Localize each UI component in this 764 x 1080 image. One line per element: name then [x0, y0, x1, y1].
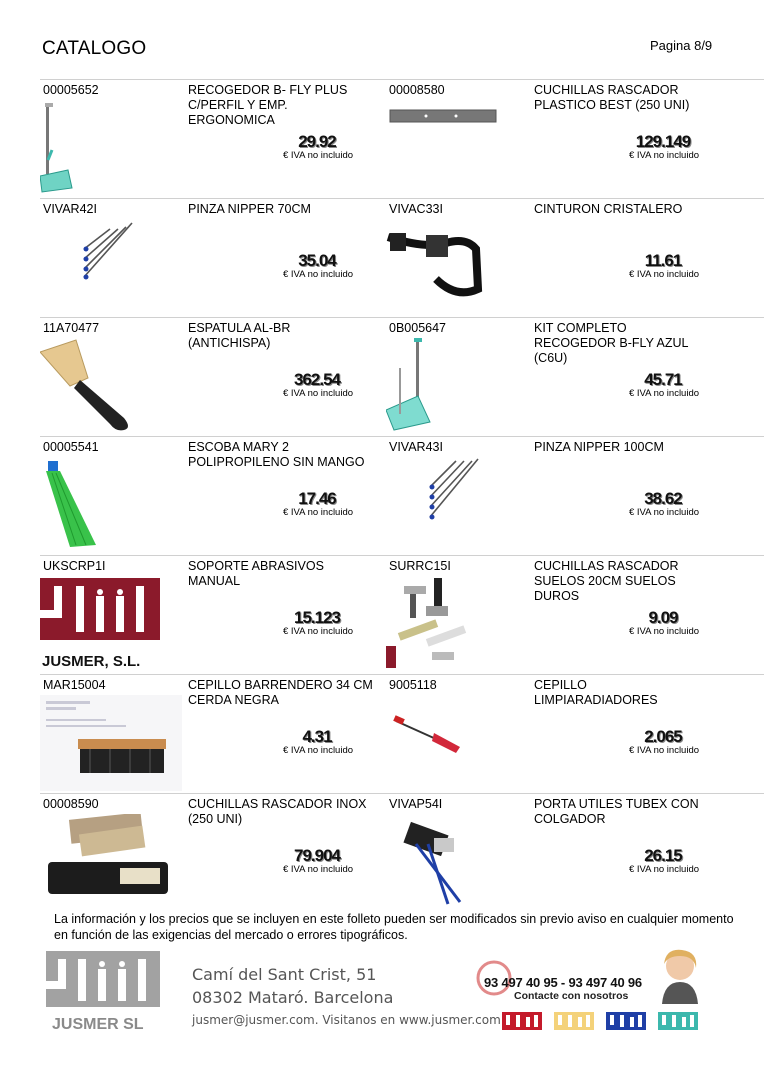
product-price: 11.61: [644, 251, 682, 270]
radiator-brush-icon: [386, 695, 514, 791]
product-code: 00008590: [43, 797, 99, 811]
product-name: CEPILLO LIMPIARADIADORES: [534, 678, 658, 707]
product-price: 35.04: [298, 251, 336, 270]
disclaimer: La información y los precios que se incluyen en este folleto pueden ser modificados sin previo aviso en cualquier momento en función de las exigencias del mercado o errores tipográficos.: [54, 912, 734, 942]
product-name: PINZA NIPPER 70CM: [188, 202, 311, 216]
address-line-1: Camí del Sant Crist, 51: [192, 965, 377, 984]
page-title: CATALOGO: [42, 38, 147, 59]
page-number: Pagina 8/9: [650, 38, 713, 53]
product-name: PINZA NIPPER 100CM: [534, 440, 664, 454]
product-price: 29.92: [298, 132, 336, 151]
iva-note: € IVA no incluido: [628, 745, 700, 756]
dustpan-kit-icon: [386, 338, 514, 434]
iva-note: € IVA no incluido: [282, 745, 354, 756]
floor-scraper-icon: [386, 576, 514, 672]
iva-note: € IVA no incluido: [628, 150, 700, 161]
product-code: VIVAP54I: [389, 797, 443, 811]
iva-note: € IVA no incluido: [628, 864, 700, 875]
contact-line: jusmer@jusmer.com. Visitanos en www.jusmer.com: [192, 1013, 501, 1027]
jusmer-logo: [46, 951, 160, 1033]
iva-note: € IVA no incluido: [282, 864, 354, 875]
product-row: [40, 317, 764, 436]
product-code: 9005118: [389, 678, 437, 692]
iva-note: € IVA no incluido: [628, 507, 700, 518]
product-name: CEPILLO BARRENDERO 34 CM CERDA NEGRA: [188, 678, 373, 707]
product-price: 79.904: [294, 846, 340, 865]
product-price: 129.149: [635, 132, 691, 151]
product-card: [40, 794, 386, 912]
product-price: 17.46: [298, 489, 336, 508]
product-code: MAR15004: [43, 678, 106, 692]
product-price: 38.62: [644, 489, 682, 508]
product-card: [40, 199, 386, 317]
product-code: 00005652: [43, 83, 99, 97]
product-card: [40, 437, 386, 555]
operator-photo: [654, 946, 706, 1004]
brand-logos: [502, 1010, 702, 1032]
iva-note: € IVA no incluido: [628, 269, 700, 280]
product-card: [40, 318, 386, 436]
dustpan-icon: [40, 100, 168, 196]
product-card: [386, 675, 764, 793]
product-card: [40, 80, 386, 198]
tool-holder-icon: [386, 814, 514, 910]
product-price: 45.71: [644, 370, 682, 389]
blade-icon: [386, 100, 514, 196]
product-name: CINTURON CRISTALERO: [534, 202, 683, 216]
product-card: [40, 675, 386, 793]
contact-label: Contacte con nosotros: [514, 990, 629, 1002]
iva-note: € IVA no incluido: [628, 626, 700, 637]
spatula-icon: [40, 338, 168, 434]
product-name: ESCOBA MARY 2 POLIPROPILENO SIN MANGO: [188, 440, 365, 469]
logo-caption: JUSMER, S.L.: [42, 653, 141, 670]
product-code: 00008580: [389, 83, 445, 97]
pickup-tool-icon: [386, 457, 514, 553]
blade-pack-icon: [40, 814, 168, 910]
product-name: CUCHILLAS RASCADOR SUELOS 20CM SUELOS DUROS: [534, 559, 679, 603]
product-price: 15.123: [294, 608, 340, 627]
product-row: [40, 79, 764, 198]
product-code: VIVAR43I: [389, 440, 443, 454]
product-code: 00005541: [43, 440, 99, 454]
belt-icon: [386, 219, 514, 315]
product-card: [386, 199, 764, 317]
iva-note: € IVA no incluido: [282, 269, 354, 280]
product-row: [40, 436, 764, 555]
iva-note: € IVA no incluido: [282, 150, 354, 161]
product-code: VIVAC33I: [389, 202, 443, 216]
product-card: [386, 80, 764, 198]
product-row: [40, 793, 764, 912]
product-row: [40, 674, 764, 793]
product-grid: [40, 79, 764, 912]
product-price: 362.54: [294, 370, 340, 389]
phone-numbers: 93 497 40 95 - 93 497 40 96: [484, 975, 642, 990]
product-price: 4.31: [302, 727, 332, 746]
product-row: [40, 555, 764, 674]
product-name: CUCHILLAS RASCADOR PLASTICO BEST (250 UNI): [534, 83, 690, 112]
product-price: 2.065: [644, 727, 682, 746]
product-card: [386, 318, 764, 436]
iva-note: € IVA no incluido: [282, 388, 354, 399]
logo-text: JUSMER SL: [52, 1016, 144, 1033]
iva-note: € IVA no incluido: [282, 626, 354, 637]
product-name: SOPORTE ABRASIVOS MANUAL: [188, 559, 324, 588]
product-card: [386, 794, 764, 912]
address-block: [192, 965, 501, 1027]
product-code: SURRC15I: [389, 559, 451, 573]
address-line-2: 08302 Mataró. Barcelona: [192, 988, 394, 1007]
iva-note: € IVA no incluido: [628, 388, 700, 399]
product-card: [386, 556, 764, 674]
broom-icon: [40, 457, 168, 553]
product-name: PORTA UTILES TUBEX CON COLGADOR: [534, 797, 699, 826]
product-row: [40, 198, 764, 317]
product-code: 0B005647: [389, 321, 447, 335]
product-name: RECOGEDOR B- FLY PLUS C/PERFIL Y EMP. ERGONOMICA: [188, 83, 348, 127]
product-name: KIT COMPLETO RECOGEDOR B-FLY AZUL (C6U): [534, 321, 688, 365]
product-price: 26.15: [644, 846, 682, 865]
brush-icon: [40, 695, 182, 791]
product-card: [40, 556, 386, 674]
jusmer-logo: [40, 576, 168, 672]
product-code: UKSCRP1I: [43, 559, 106, 573]
iva-note: € IVA no incluido: [282, 507, 354, 518]
pickup-tool-icon: [40, 219, 168, 315]
product-code: VIVAR42I: [43, 202, 97, 216]
product-card: [386, 437, 764, 555]
product-price: 9.09: [648, 608, 678, 627]
product-name: CUCHILLAS RASCADOR INOX (250 UNI): [188, 797, 367, 826]
product-code: 11A70477: [43, 321, 100, 335]
product-name: ESPATULA AL-BR (ANTICHISPA): [188, 321, 291, 350]
